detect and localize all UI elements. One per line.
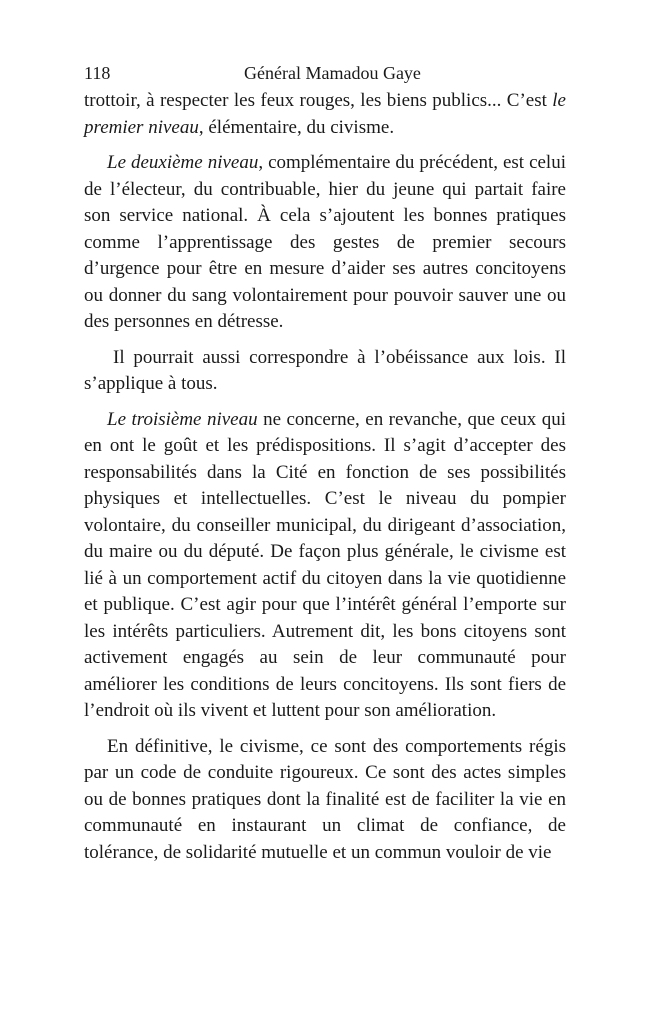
text-run: , élémentaire, du civisme. bbox=[198, 116, 395, 138]
text-run: Il pourrait aussi correspondre à l’obéissance aux lois. Il s’applique à tous. bbox=[84, 346, 566, 394]
body-text bbox=[84, 88, 566, 866]
italic-text-run: Le deuxième niveau bbox=[107, 152, 259, 173]
running-title: Général Mamadou Gaye bbox=[244, 63, 421, 83]
paragraph bbox=[84, 734, 566, 867]
paragraph bbox=[84, 345, 566, 398]
text-run: En définitive, le civisme, ce sont des comportements régis par un code de conduite rigoureux. Ce sont des actes simples ou de bonnes pratiques dont la finalité est de faciliter la vie en communauté en instaurant un climat de confiance, de tolérance, de solidarité mutuelle et un commun vouloir de vie bbox=[84, 735, 566, 863]
paragraph bbox=[84, 150, 566, 336]
page-header bbox=[84, 58, 566, 88]
italic-text-run: le premier niveau bbox=[84, 90, 566, 138]
page-number: 118 bbox=[84, 63, 111, 83]
text-run: , complémentaire du précédent, est celui de l’électeur, du contribuable, hier du jeune qui partait faire son service national. À cela s’ajoutent les bonnes pratiques comme l’apprentissage des gestes de premier secours d’urgence pour être en mesure d’aider ses autres concitoyens ou donner du sang volontairement pour pouvoir sauver une ou des personnes en détresse. bbox=[84, 152, 566, 332]
text-run: ne concerne, en revanche, que ceux qui en ont le goût et les prédispositions. Il s’agit d’accepter des responsabilités dans la Cité en fonction de ses possibilités physiques et intellectuelles. C’est le niveau du pompier volontaire, du conseiller municipal, du dirigeant d’association, du maire ou du député. De façon plus générale, le civisme est lié à un comportement actif du citoyen dans la vie quotidienne et publique. C’est agir pour que l’intérêt général l’emporte sur les intérêts particuliers. Autrement dit, les bons citoyens sont activement engagés au sein de leur communauté pour améliorer les conditions de leurs concitoyens. Ils sont fiers de l’endroit où ils vivent et luttent pour son amélioration. bbox=[84, 408, 566, 721]
book-page bbox=[84, 58, 566, 875]
text-run: trottoir, à respecter les feux rouges, les biens publics... C’est bbox=[84, 90, 553, 111]
italic-text-run: Le troisième niveau bbox=[107, 408, 258, 430]
paragraph bbox=[84, 407, 566, 725]
paragraph bbox=[84, 88, 566, 141]
